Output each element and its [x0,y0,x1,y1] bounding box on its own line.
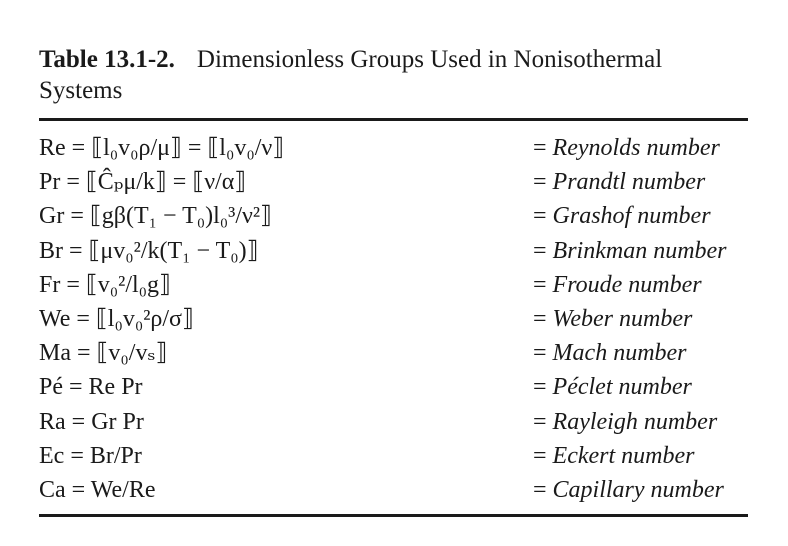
group-definition: Fr = ⟦v₀²/l₀g⟧ [39,271,171,298]
group-definition: Br = ⟦μv₀²/k(T₁ − T₀)⟧ [39,237,259,264]
group-name: Eckert number [552,442,695,469]
bottom-rule [39,514,748,517]
group-name: Brinkman number [552,237,727,264]
table-row [39,336,748,370]
group-name-cell: = Grashof number [533,203,711,230]
group-name: Rayleigh number [552,408,718,435]
table-row [39,405,748,439]
group-name: Péclet number [552,374,692,401]
table-row [39,370,748,404]
group-name: Weber number [552,305,693,332]
table-row [39,234,748,268]
table-row [39,473,748,507]
group-name-cell: = Prandtl number [533,169,706,196]
group-name: Capillary number [552,476,724,503]
group-name-cell: = Reynolds number [533,135,720,161]
group-definition: Re = ⟦l₀v₀ρ/μ⟧ = ⟦l₀v₀/ν⟧ [39,135,285,161]
top-rule [39,118,748,121]
group-name: Reynolds number [552,135,720,161]
group-name-cell: = Eckert number [533,442,695,469]
group-definition: Ra = Gr Pr [39,408,144,435]
table-row [39,165,748,199]
group-name-cell: = Mach number [533,340,687,367]
table-row [39,131,748,165]
dimensionless-groups-table [39,131,748,507]
group-name: Mach number [552,340,687,367]
group-name-cell: = Froude number [533,271,702,298]
group-definition: Pr = ⟦Ĉₚμ/k⟧ = ⟦ν/α⟧ [39,169,247,196]
group-name-cell: = Rayleigh number [533,408,718,435]
group-name-cell: = Capillary number [533,476,724,503]
table-row [39,439,748,473]
group-definition: We = ⟦l₀v₀²ρ/σ⟧ [39,305,194,332]
group-definition: Ca = We/Re [39,476,156,503]
table-number: Table 13.1-2. [39,46,175,73]
group-definition: Ma = ⟦v₀/vₛ⟧ [39,340,168,367]
group-name: Prandtl number [552,169,706,196]
group-definition: Pé = Re Pr [39,374,143,401]
group-definition: Gr = ⟦gβ(T₁ − T₀)l₀³/ν²⟧ [39,203,272,230]
table-title: Dimensionless Groups Used in Nonisothermal Systems [39,46,663,104]
group-name-cell: = Péclet number [533,374,692,401]
group-name-cell: = Weber number [533,305,693,332]
group-name-cell: = Brinkman number [533,237,727,264]
group-name: Grashof number [552,203,711,230]
table-row [39,199,748,233]
group-name: Froude number [552,271,702,298]
group-definition: Ec = Br/Pr [39,442,142,469]
table-row [39,268,748,302]
table-caption [39,44,749,106]
table-row [39,302,748,336]
